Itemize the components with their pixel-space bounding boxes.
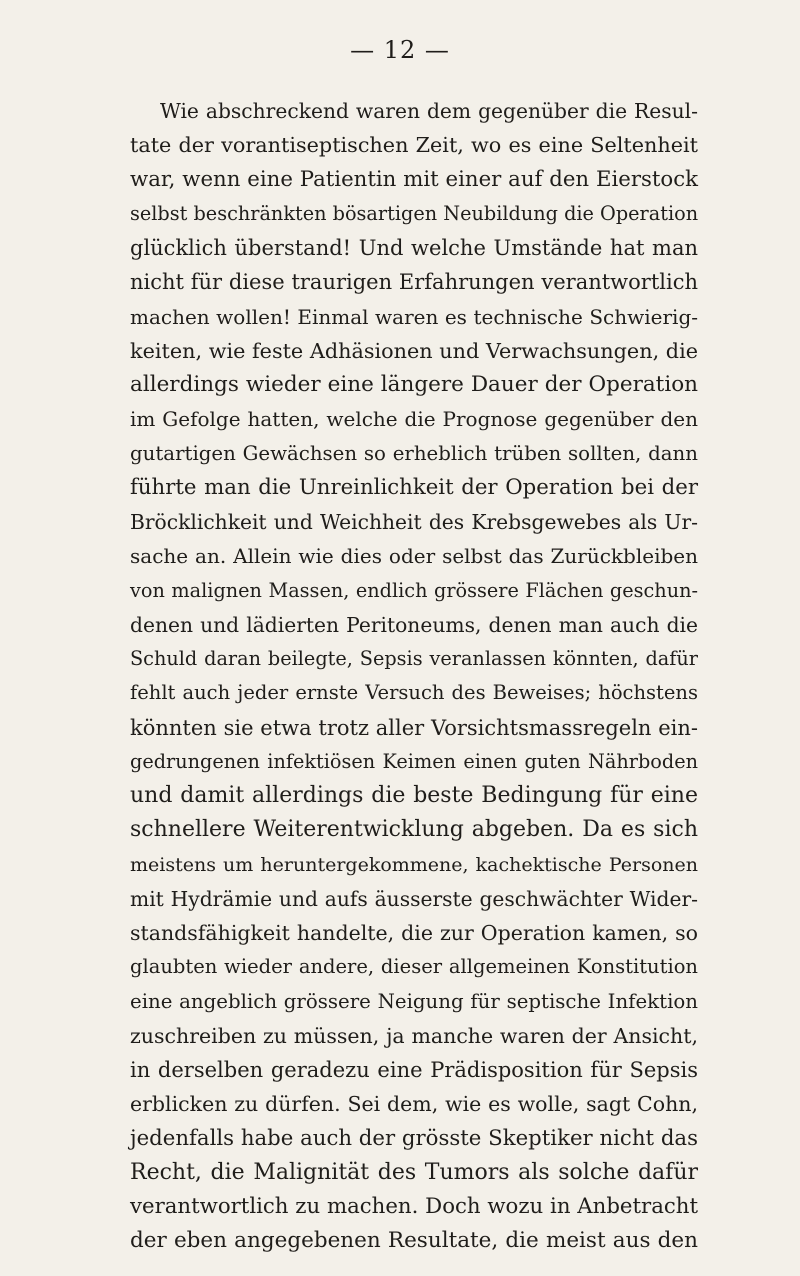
text-line: war, wenn eine Patientin mit einer auf den Eierstock [130, 166, 698, 192]
text-line: glücklich überstand! Und welche Umstände hat man [130, 236, 698, 260]
text-line: standsfähigkeit handelte, die zur Operation kamen, so [130, 921, 698, 945]
text-line: keiten, wie feste Adhäsionen und Verwachsungen, die [130, 338, 698, 363]
text-line: glaubten wieder andere, dieser allgemeinen Konstitution [130, 955, 698, 979]
text-line: fehlt auch jeder ernste Versuch des Beweises; höchstens [130, 681, 698, 705]
text-line: tate der vorantiseptischen Zeit, wo es eine Seltenheit [130, 133, 698, 158]
text-line: Recht, die Malignität des Tumors als solche dafür [130, 1159, 698, 1185]
text-line: Wie abschreckend waren dem gegenüber die Resul- [160, 99, 698, 123]
text-line: von malignen Massen, endlich grössere Flächen geschun- [130, 578, 698, 602]
text-line: denen und lädierten Peritoneums, denen man auch die [130, 612, 698, 637]
text-line: eine angeblich grössere Neigung für septische Infektion [130, 989, 698, 1013]
text-line: zuschreiben zu müssen, ja manche waren der Ansicht, [130, 1023, 698, 1048]
body-paragraph [130, 94, 698, 1259]
text-line: führte man die Unreinlichkeit der Operation bei der [130, 474, 698, 500]
text-line: im Gefolge hatten, welche die Prognose gegenüber den [130, 407, 698, 432]
text-line: Bröcklichkeit und Weichheit des Krebsgewebes als Ur- [130, 510, 698, 534]
text-line: und damit allerdings die beste Bedingung für eine [130, 783, 698, 808]
text-line: schnellere Weiterentwicklung abgeben. Da es sich [130, 817, 698, 843]
text-line: könnten sie etwa trotz aller Vorsichtsmassregeln ein- [130, 715, 698, 740]
text-line: Schuld daran beilegte, Sepsis veranlassen könnten, dafür [130, 647, 698, 670]
text-line: selbst beschränkten bösartigen Neubildung die Operation [130, 201, 699, 225]
text-line: verantwortlich zu machen. Doch wozu in Anbetracht [130, 1194, 698, 1219]
text-line: in derselben geradezu eine Prädisposition für Sepsis [130, 1058, 698, 1082]
page-number: — 12 — [350, 36, 450, 64]
text-line: allerdings wieder eine längere Dauer der Operation [130, 372, 698, 397]
text-line: meistens um heruntergekommene, kachektische Personen [130, 853, 698, 876]
text-line: der eben angegebenen Resultate, die meist aus den [130, 1228, 698, 1254]
text-line: gutartigen Gewächsen so erheblich trüben sollten, dann [130, 441, 698, 465]
text-line: mit Hydrämie und aufs äusserste geschwächter Wider- [130, 886, 698, 911]
text-line: sache an. Allein wie dies oder selbst das Zurückbleiben [130, 544, 698, 569]
text-line: jedenfalls habe auch der grösste Skeptiker nicht das [130, 1125, 698, 1151]
text-line: nicht für diese traurigen Erfahrungen verantwortlich [130, 270, 698, 295]
text-line: machen wollen! Einmal waren es technische Schwierig- [130, 304, 698, 329]
text-line: erblicken zu dürfen. Sei dem, wie es wolle, sagt Cohn, [130, 1092, 698, 1117]
text-line: gedrungenen infektiösen Keimen einen guten Nährboden [130, 749, 698, 773]
